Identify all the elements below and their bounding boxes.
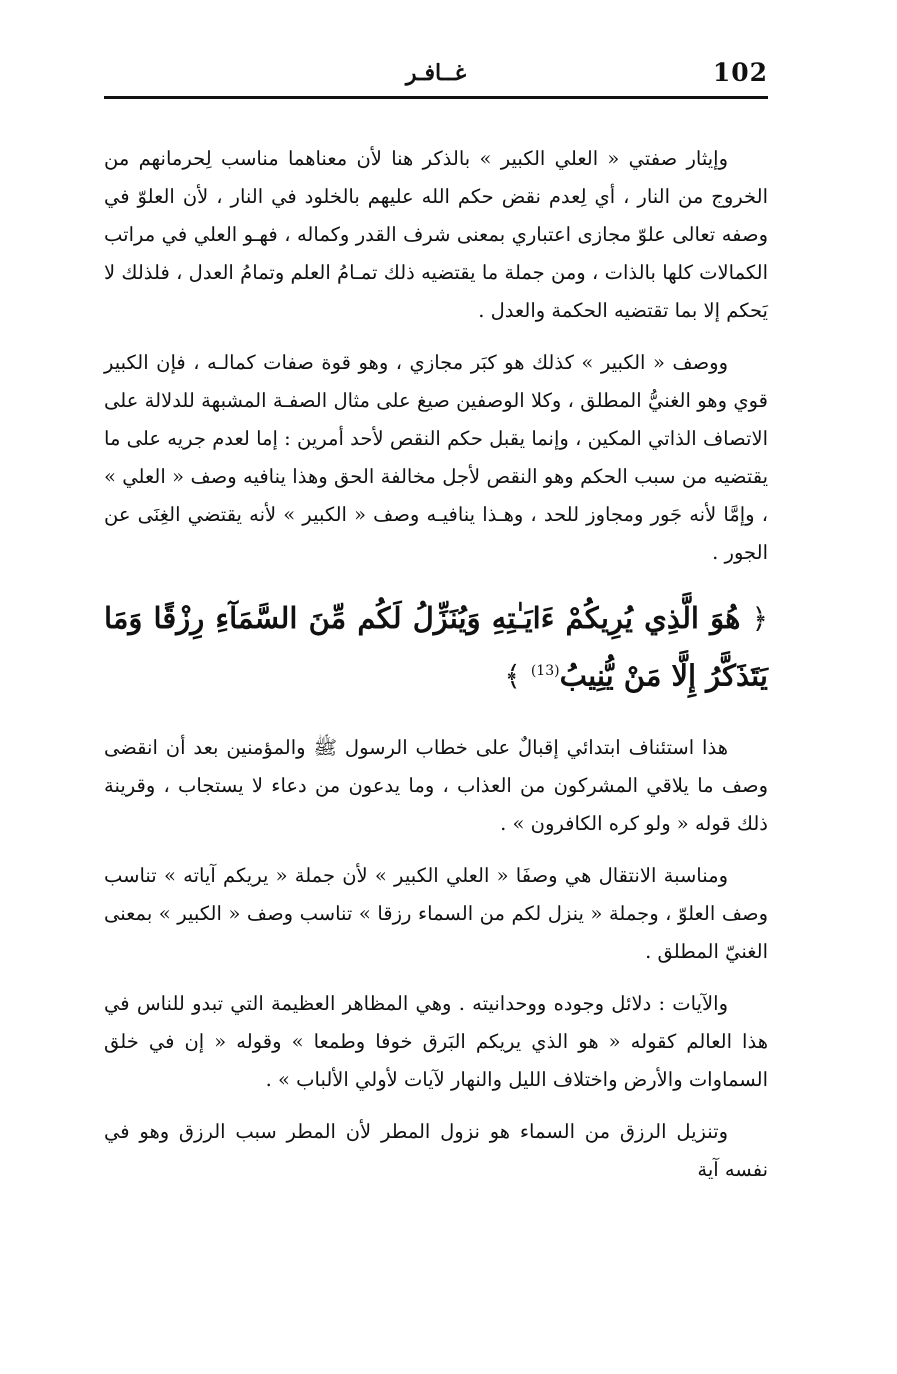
verse-close-bracket: ﴾ [504,659,521,693]
paragraph: هذا استئناف ابتدائي إقبالٌ على خطاب الرسول ﷺ والمؤمنين بعد أن انقضى وصف ما يلاقي المشركون من العذاب ، وما يدعون من دعاء لا يستجاب ، وقرينة ذلك قوله « ولو كره الكافرون » . [104,735,768,835]
paragraph: والآيات : دلائل وجوده ووحدانيته . وهي المظاهر العظيمة التي تبدو للناس في هذا العالم كقوله « هو الذي يريكم البَرق خوفا وطمعا » وقوله « إن في خلق السماوات والأرض واختلاف الليل والنهار لآيات لأولي الألباب » . [104,991,768,1091]
verse-open-bracket: ﴿ [751,602,768,635]
quran-verse [104,592,768,703]
paragraph: وإيثار صفتي « العلي الكبير » بالذكر هنا لأن معناهما مناسب لِحرمانهم من الخروج من النار ، أي لِعدم نقض حكم الله عليهم بالخلود في النار ، لأن العلوّ في وصفه تعالى علوّ مجازى اعتباري بمعنى شرف القدر وكماله ، فهـو العلي في مراتب الكمالات كلها بالذات ، ومن جملة ما يقتضيه ذلك تمـامُ العلم وتمامُ العدل ، فلذلك لا يَحكم إلا بما تقتضيه الحكمة والعدل . [104,147,768,322]
verse-text: هُوَ الَّذِي يُرِيكُمْ ءَايَـٰتِهِ وَيُنَزِّلُ لَكُم مِّنَ السَّمَآءِ رِزْقًا وَمَا يَتَذَكَّرُ إِلَّا مَنْ يُّنِيبُ [104,601,768,693]
running-title: غــافـر [405,60,467,86]
header-rule [104,96,768,99]
page-body [104,140,768,1203]
verse-number: (13) [530,663,560,679]
page-number: 102 [712,58,768,87]
paragraph: ومناسبة الانتقال هي وصفَا « العلي الكبير » لأن جملة « يريكم آياته » تناسب وصف العلوّ ، وجملة « ينزل لكم من السماء رزقا » تناسب وصف « الكبير » بمعنى الغنيّ المطلق . [104,863,768,963]
paragraph: وتنزيل الرزق من السماء هو نزول المطر لأن المطر سبب الرزق وهو في نفسه آية [104,1119,768,1181]
paragraph: ووصف « الكبير » كذلك هو كبَر مجازي ، وهو قوة صفات كمالـه ، فإن الكبير قوي وهو الغنيُّ المطلق ، وكلا الوصفين صيغ على مثال الصفـة المشبهة للدلالة على الاتصاف الذاتي المكين ، وإنما يقبل حكم النقص لأحد أمرين : إما لعدم جريه على ما يقتضيه من سبب الحكم وهو النقص لأجل مخالفة الحق وهذا ينافيه وصف « العلي » ، وإمَّا لأنه جَور ومجاوز للحد ، وهـذا ينافيـه وصف « الكبير » لأنه يقتضي الغِنَى عن الجور . [104,351,768,564]
page-header [104,58,768,98]
